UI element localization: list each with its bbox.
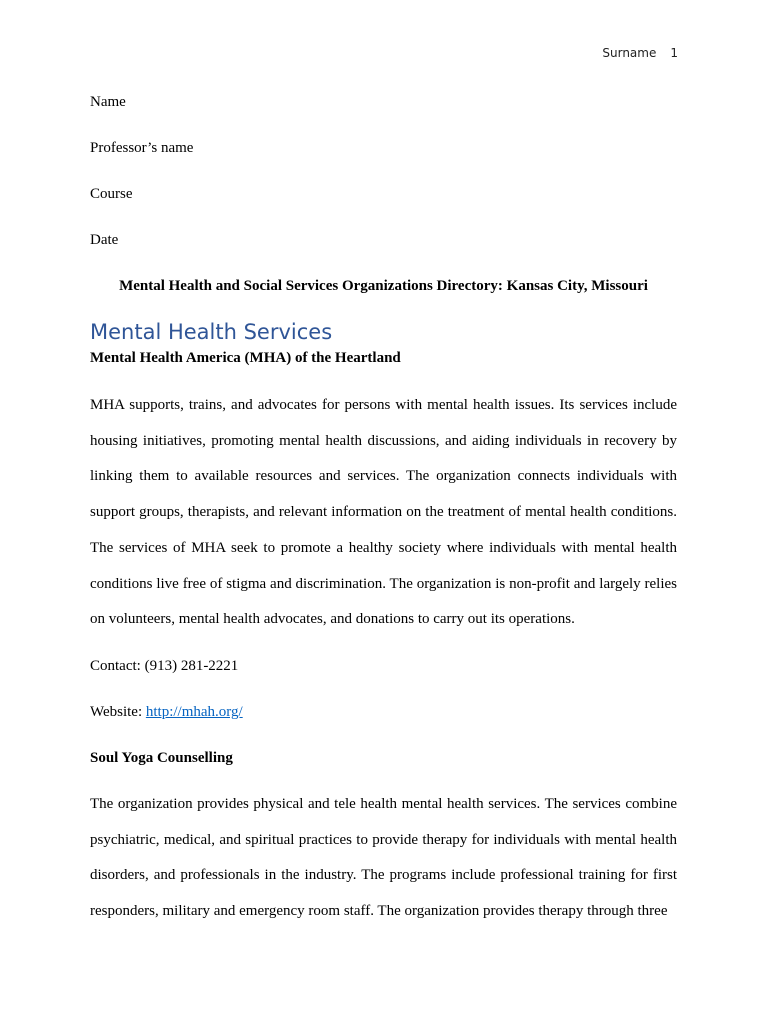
org2-description: The organization provides physical and tele health mental health services. The services combine psychiatric, medical, and spiritual practices to provide therapy for individuals with mental health disorders, and professionals in the industry. The programs include professional training for first responders, military and emergency room staff. The organization provides therapy through three xyxy=(90,795,677,920)
professor-name: Professor’s name xyxy=(90,140,194,156)
date: Date xyxy=(90,232,119,248)
org1-contact: Contact: (913) 281-2221 xyxy=(90,657,239,674)
document-body xyxy=(90,91,677,930)
header-surname: Surname xyxy=(602,46,657,60)
student-name: Name xyxy=(90,94,126,110)
website-link[interactable]: http://mhah.org/ xyxy=(145,703,243,720)
section-heading: Mental Health Services xyxy=(90,320,333,344)
document-title: Mental Health and Social Services Organizations Directory: Kansas City, Missouri xyxy=(119,278,648,294)
org1-description: MHA supports, trains, and advocates for persons with mental health issues. Its services include housing initiatives, promoting mental health discussions, and aiding individuals in recovery by linking them to available resources and services. The organization connects individuals with support groups, therapists, and relevant information on the treatment of mental health conditions. The services of MHA seek to promote a healthy society where individuals with mental health conditions live free of stigma and discrimination. The organization is non-profit and largely relies on volunteers, mental health advocates, and donations to carry out its operations. xyxy=(90,397,677,628)
org1-name: Mental Health America (MHA) of the Heartland xyxy=(90,350,401,366)
page-number: 1 xyxy=(670,46,678,60)
course-name: Course xyxy=(90,186,133,202)
page-header xyxy=(602,46,678,60)
org1-website xyxy=(90,701,677,724)
org2-name: Soul Yoga Counselling xyxy=(90,749,233,766)
website-label: Website: xyxy=(90,703,146,720)
